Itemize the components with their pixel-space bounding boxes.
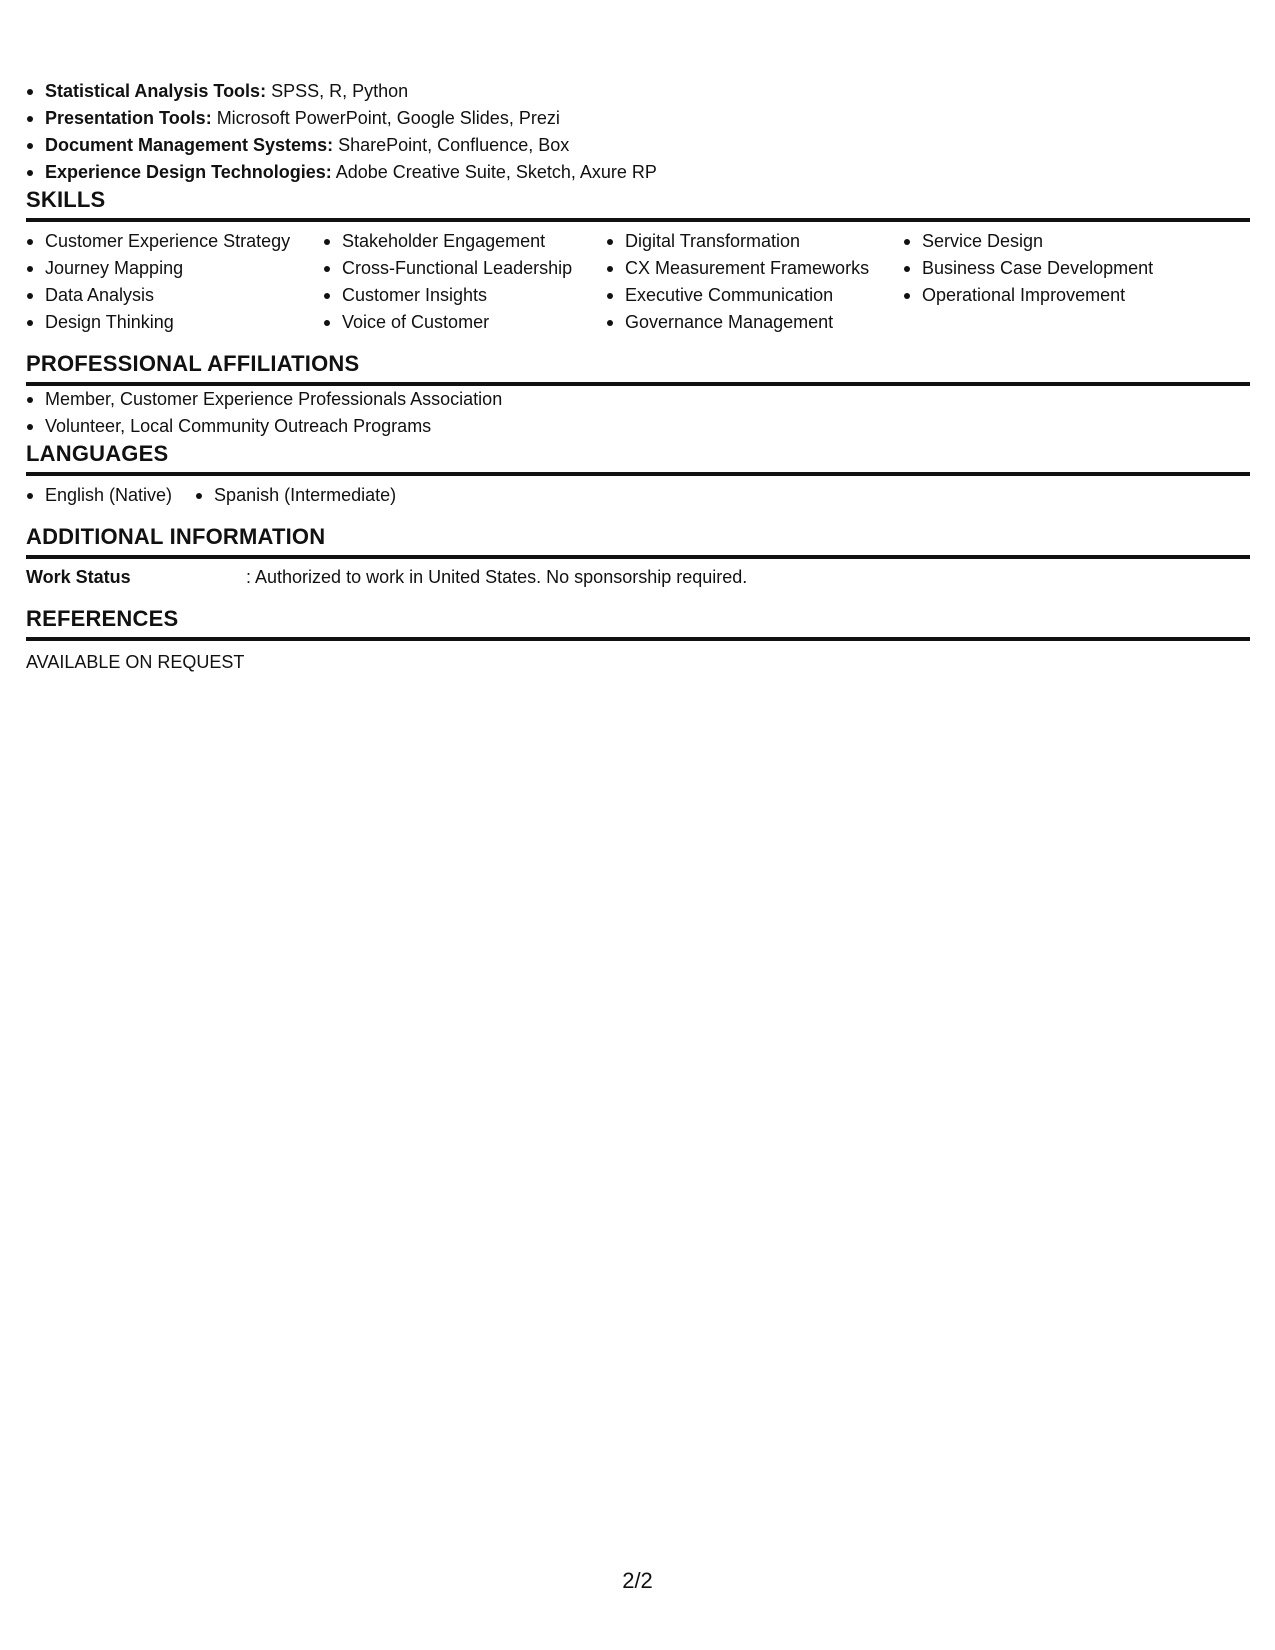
tools-item-label: Document Management Systems: bbox=[45, 135, 334, 155]
languages-section bbox=[26, 440, 1250, 509]
tools-item-label: Statistical Analysis Tools: bbox=[45, 81, 267, 101]
resume-content bbox=[26, 78, 1250, 676]
references-heading: REFERENCES bbox=[26, 605, 1250, 641]
tools-item bbox=[26, 78, 1250, 105]
languages-row bbox=[26, 482, 1250, 509]
skills-column bbox=[323, 228, 606, 336]
tools-item-label: Experience Design Technologies: bbox=[45, 162, 332, 182]
work-status-row bbox=[26, 564, 1250, 591]
skill-item: Customer Experience Strategy bbox=[26, 228, 323, 255]
references-section bbox=[26, 605, 1250, 676]
affiliation-item: Member, Customer Experience Professionals Association bbox=[26, 386, 1250, 413]
affiliations-heading: PROFESSIONAL AFFILIATIONS bbox=[26, 350, 1250, 386]
tools-item-value: Microsoft PowerPoint, Google Slides, Prezi bbox=[211, 108, 560, 128]
tools-item bbox=[26, 105, 1250, 132]
skill-item: Governance Management bbox=[606, 309, 903, 336]
skills-heading: SKILLS bbox=[26, 186, 1250, 222]
skills-column bbox=[26, 228, 323, 336]
languages-list bbox=[195, 482, 396, 509]
affiliation-item: Volunteer, Local Community Outreach Programs bbox=[26, 413, 1250, 440]
languages-heading: LANGUAGES bbox=[26, 440, 1250, 476]
skill-item: Stakeholder Engagement bbox=[323, 228, 606, 255]
skill-item: CX Measurement Frameworks bbox=[606, 255, 903, 282]
references-text: AVAILABLE ON REQUEST bbox=[26, 652, 245, 672]
affiliations-list bbox=[26, 386, 1250, 440]
skill-item: Digital Transformation bbox=[606, 228, 903, 255]
skill-item: Voice of Customer bbox=[323, 309, 606, 336]
skill-item: Business Case Development bbox=[903, 255, 1203, 282]
skill-item: Service Design bbox=[903, 228, 1203, 255]
tools-item-value: SharePoint, Confluence, Box bbox=[333, 135, 570, 155]
skill-item: Customer Insights bbox=[323, 282, 606, 309]
skill-item: Cross-Functional Leadership bbox=[323, 255, 606, 282]
tools-item bbox=[26, 159, 1250, 186]
work-status-value: : Authorized to work in United States. No sponsorship required. bbox=[246, 567, 748, 587]
tools-list bbox=[26, 78, 1250, 186]
skills-column bbox=[903, 228, 1203, 336]
skill-item: Operational Improvement bbox=[903, 282, 1203, 309]
skills-grid bbox=[26, 228, 1250, 336]
language-item: English (Native) bbox=[26, 482, 172, 509]
skills-section bbox=[26, 186, 1250, 336]
skill-item: Data Analysis bbox=[26, 282, 323, 309]
work-status-label: Work Status bbox=[26, 567, 131, 587]
tools-item-label: Presentation Tools: bbox=[45, 108, 212, 128]
affiliations-section bbox=[26, 350, 1250, 440]
skill-item: Executive Communication bbox=[606, 282, 903, 309]
tools-item-value: SPSS, R, Python bbox=[266, 81, 409, 101]
tools-item-value: Adobe Creative Suite, Sketch, Axure RP bbox=[331, 162, 657, 182]
page-number: 2/2 bbox=[622, 1568, 653, 1593]
skills-column bbox=[606, 228, 903, 336]
additional-info-heading: ADDITIONAL INFORMATION bbox=[26, 523, 1250, 559]
skill-item: Journey Mapping bbox=[26, 255, 323, 282]
languages-list bbox=[26, 482, 172, 509]
tools-item bbox=[26, 132, 1250, 159]
skill-item: Design Thinking bbox=[26, 309, 323, 336]
additional-info-section bbox=[26, 523, 1250, 591]
language-item: Spanish (Intermediate) bbox=[195, 482, 396, 509]
